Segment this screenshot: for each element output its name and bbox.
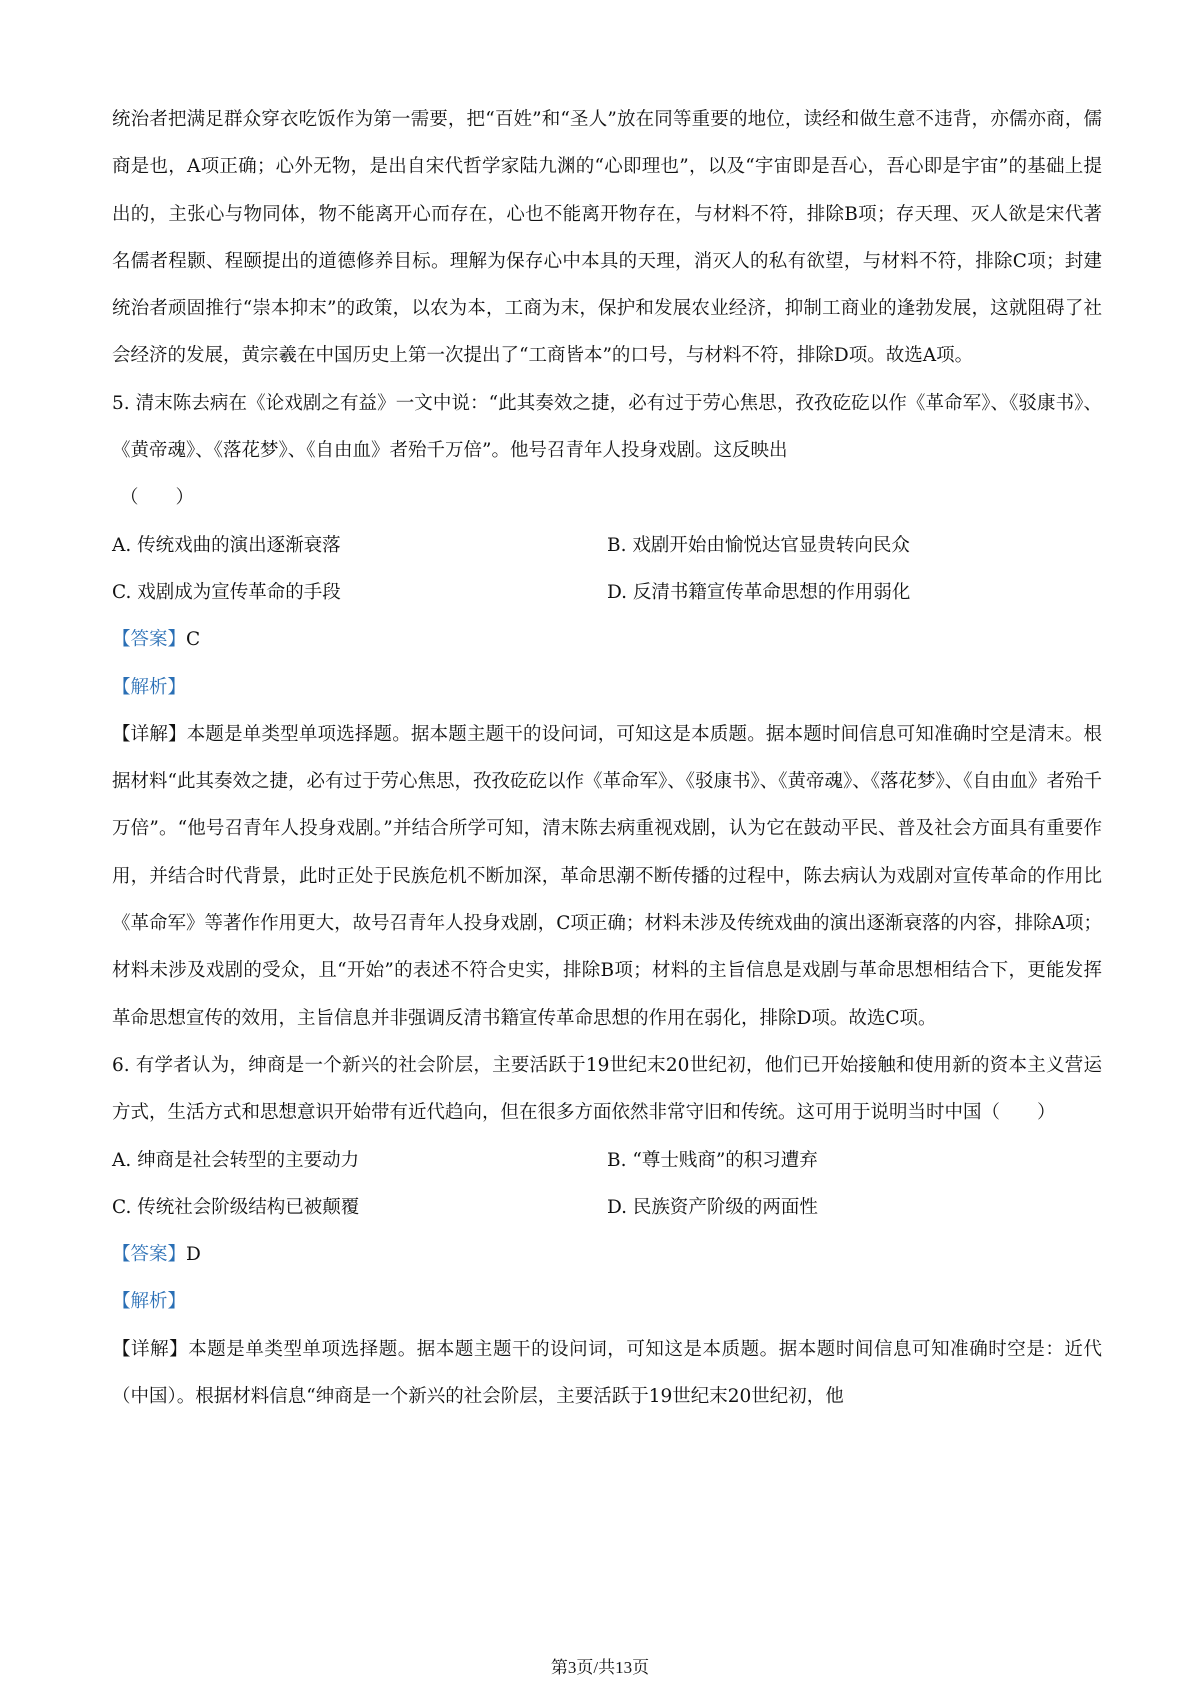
question-5-options-row-2 xyxy=(112,569,1102,616)
answer-value: D xyxy=(186,1244,201,1266)
question-5-option-c: C. 戏剧成为宣传革命的手段 xyxy=(112,581,341,603)
question-5-analysis-heading xyxy=(112,664,1102,711)
question-5-option-a: A. 传统戏曲的演出逐渐衰落 xyxy=(112,534,341,556)
previous-answer-continuation: 统治者把满足群众穿衣吃饭作为第一需要，把“百姓”和“圣人”放在同等重要的地位，读经和做生意不违背，亦儒亦商，儒商是也，A项正确；心外无物，是出自宋代哲学家陆九渊的“心即理也”，以及“宇宙即是吾心，吾心即是宇宙”的基础上提出的，主张心与物同体，物不能离开心而存在，心也不能离开物存在，与材料不符，排除B项；存天理、灭人欲是宋代著名儒者程颢、程颐提出的道德修养目标。理解为保存心中本具的天理，消灭人的私有欲望，与材料不符，排除C项；封建统治者顽固推行“崇本抑末”的政策，以农为本，工商为末，保护和发展农业经济，抑制工商业的逢勃发展，这就阻碍了社会经济的发展，黄宗羲在中国历史上第一次提出了“工商皆本”的口号，与材料不符，排除D项。故选A项。 xyxy=(112,109,1102,367)
question-5-stem: 5. 清末陈去病在《论戏剧之有益》一文中说：“此其奏效之捷，必有过于劳心焦思，孜孜矻矻以作《革命军》、《驳康书》、《黄帝魂》、《落花梦》、《自由血》者殆千万倍”。他号召青年人投身戏剧。这反映出 xyxy=(112,392,1102,462)
page-footer xyxy=(0,1653,1200,1678)
question-5-option-b: B. 戏剧开始由愉悦达官显贵转向民众 xyxy=(607,534,910,556)
question-6-options-row-1 xyxy=(112,1137,1102,1184)
question-6-option-b: B. “尊士贱商”的积习遭弃 xyxy=(607,1149,818,1171)
question-6-detail xyxy=(112,1326,1102,1421)
question-5-answer-blank: （ ） xyxy=(120,487,195,509)
analysis-label: 【解析】 xyxy=(112,676,187,698)
analysis-label: 【解析】 xyxy=(112,1291,187,1313)
question-6-option-d: D. 民族资产阶级的两面性 xyxy=(607,1196,818,1218)
question-5-options-row-1 xyxy=(112,522,1102,569)
page-number: 第3页/共13页 xyxy=(550,1658,650,1677)
question-6-options-row-2 xyxy=(112,1184,1102,1231)
detail-label: 【详解】 xyxy=(112,723,187,745)
answer-label: 【答案】 xyxy=(112,1244,187,1266)
document-body xyxy=(112,96,1102,1420)
question-6-answer xyxy=(112,1231,1102,1278)
detail-text: 本题是单类型单项选择题。据本题主题干的设问词，可知这是本质题。据本题时间信息可知准确时空是：近代（中国）。根据材料信息“绅商是一个新兴的社会阶层，主要活跃于19世纪末20世纪初，他 xyxy=(112,1338,1102,1408)
answer-value: C xyxy=(186,629,201,651)
question-6-stem: 6. 有学者认为，绅商是一个新兴的社会阶层，主要活跃于19世纪末20世纪初，他们已开始接触和使用新的资本主义营运方式，生活方式和思想意识开始带有近代趋向，但在很多方面依然非常守旧和传统。这可用于说明当时中国（ ） xyxy=(112,1054,1102,1124)
question-5-option-d: D. 反清书籍宣传革命思想的作用弱化 xyxy=(607,581,911,603)
question-5-answer xyxy=(112,616,1102,663)
question-6-analysis-heading xyxy=(112,1278,1102,1325)
answer-label: 【答案】 xyxy=(112,629,187,651)
question-6-option-a: A. 绅商是社会转型的主要动力 xyxy=(112,1149,360,1171)
detail-text: 本题是单类型单项选择题。据本题主题干的设问词，可知这是本质题。据本题时间信息可知准确时空是清末。根据材料“此其奏效之捷，必有过于劳心焦思，孜孜矻矻以作《革命军》、《驳康书》、《黄帝魂》、《落花梦》、《自由血》者殆千万倍”。“他号召青年人投身戏剧。”并结合所学可知，清末陈去病重视戏剧，认为它在鼓动平民、普及社会方面具有重要作用，并结合时代背景，此时正处于民族危机不断加深，革命思潮不断传播的过程中，陈去病认为戏剧对宣传革命的作用比《革命军》等著作作用更大，故号召青年人投身戏剧，C项正确；材料未涉及传统戏曲的演出逐渐衰落的内容，排除A项；材料未涉及戏剧的受众，且“开始”的表述不符合史实，排除B项；材料的主旨信息是戏剧与革命思想相结合下，更能发挥革命思想宣传的效用，主旨信息并非强调反清书籍宣传革命思想的作用在弱化，排除D项。故选C项。 xyxy=(112,723,1102,1029)
detail-label: 【详解】 xyxy=(112,1338,189,1360)
question-6-option-c: C. 传统社会阶级结构已被颠覆 xyxy=(112,1196,360,1218)
question-5-detail xyxy=(112,711,1102,1042)
